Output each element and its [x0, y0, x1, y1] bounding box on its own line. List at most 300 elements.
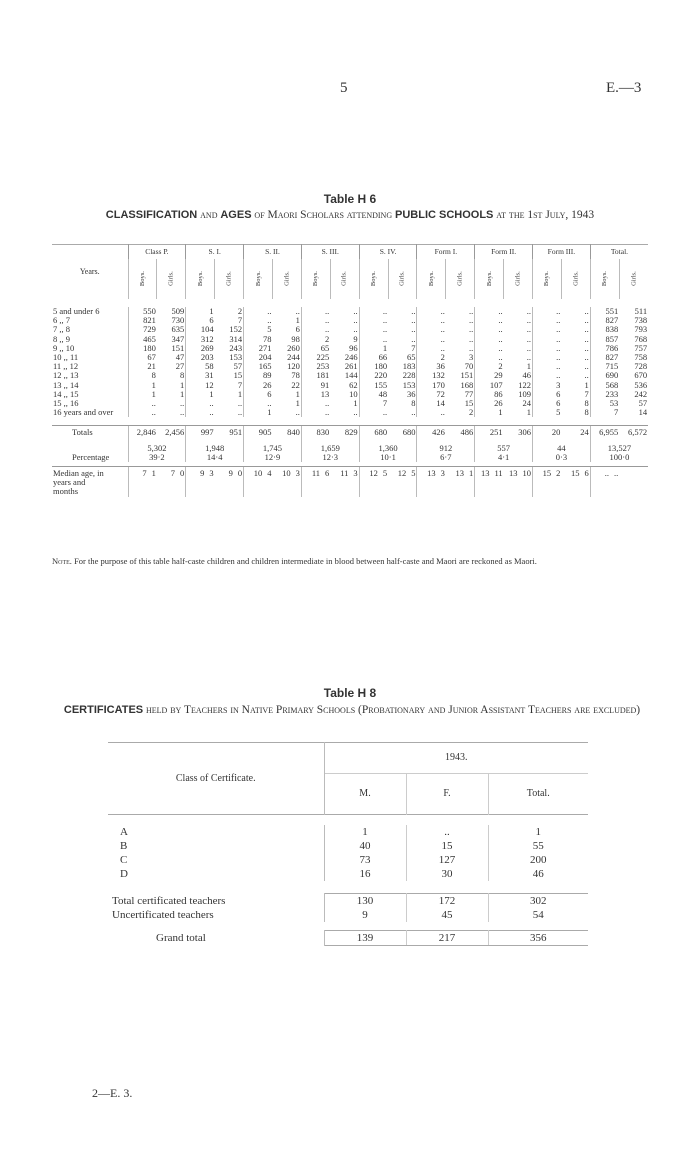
group-total-cell: 557 — [475, 438, 533, 453]
table-cell: .. — [353, 307, 358, 316]
table-cell: 8 — [128, 371, 157, 380]
row-label: Total certificated teachers — [112, 894, 226, 907]
table-cell: 70 — [464, 362, 474, 372]
median-months: 3 — [209, 468, 214, 479]
col-total: Total. — [526, 788, 550, 799]
row-label: 5 and under 6 — [53, 307, 100, 316]
group-total-cell: 44 — [533, 438, 591, 453]
subheader-label: Boys. — [485, 271, 493, 287]
table-cell: 72 — [417, 390, 446, 399]
table-cell: .. — [533, 325, 562, 334]
value-cell: 217 — [406, 931, 488, 946]
table-cell: .. — [584, 325, 589, 335]
table-cell: 62 — [349, 380, 358, 390]
median-years: 15 — [571, 468, 580, 479]
table-cell: 260 — [287, 343, 300, 353]
table-cell: 26 — [244, 381, 273, 390]
table-row — [108, 839, 588, 853]
boys-subheader — [186, 259, 215, 299]
table-cell: 67 — [128, 353, 157, 362]
table-cell: 8 — [411, 399, 416, 409]
table-cell: 204 — [244, 353, 273, 362]
row-label: 6 ,, 7 — [53, 316, 70, 326]
table-h8 — [108, 742, 588, 946]
table-h6 — [52, 244, 648, 497]
row-label: 15 ,, 16 — [53, 399, 79, 409]
table-cell: 7 — [237, 316, 243, 326]
table-cell: .. — [468, 325, 474, 335]
table-cell: 78 — [244, 335, 273, 344]
table-cell: 1 — [128, 390, 157, 399]
table-cell: .. — [584, 353, 589, 363]
table-cell: .. — [417, 307, 446, 316]
table-row — [108, 825, 588, 839]
table-cell: .. — [128, 408, 157, 417]
row-label: 13 ,, 14 — [53, 380, 79, 390]
table-cell: 53 — [590, 399, 619, 408]
table-cell: 7 — [411, 343, 416, 353]
table-row — [52, 344, 648, 353]
median-cell — [215, 467, 244, 497]
table-cell: .. — [417, 408, 446, 417]
median-months: 3 — [440, 468, 445, 479]
totals-cell: 680 — [388, 426, 417, 438]
table-cell: .. — [359, 316, 388, 325]
table-cell: 511 — [634, 307, 648, 316]
page-number: 5 — [340, 80, 348, 96]
group-header: Form I. — [417, 245, 475, 260]
median-cell — [417, 467, 446, 497]
table-cell: 181 — [301, 371, 330, 380]
value-cell: 302 — [488, 894, 588, 909]
table-cell: 1 — [526, 408, 532, 418]
table-cell: .. — [411, 307, 416, 316]
row-label: 14 ,, 15 — [53, 389, 79, 399]
table-row — [52, 316, 648, 325]
table-cell: 22 — [291, 380, 300, 390]
table-cell: 47 — [175, 353, 185, 363]
table-cell: 5 — [244, 325, 273, 334]
table-cell: 5 — [533, 408, 562, 417]
table-cell: .. — [180, 399, 185, 409]
totals-cell: 20 — [533, 426, 562, 438]
group-total-cell: 1,659 — [301, 438, 359, 453]
table-cell: 57 — [638, 399, 648, 409]
table-h8-caption — [62, 703, 642, 717]
median-months: 3 — [295, 468, 300, 479]
col-f: F. — [406, 774, 488, 815]
table-row — [108, 894, 588, 909]
subheader-label: Boys. — [601, 271, 609, 287]
table-cell: 48 — [359, 390, 388, 399]
table-cell: 15 — [233, 371, 243, 381]
median-cell — [272, 467, 301, 497]
table-cell: .. — [301, 316, 330, 325]
table-cell: 1 — [128, 381, 157, 390]
group-header: Form III. — [533, 245, 591, 260]
table-cell: .. — [475, 307, 504, 316]
totals-cell: 840 — [272, 426, 301, 438]
table-cell: .. — [468, 343, 474, 353]
group-header: Class P. — [128, 245, 186, 260]
table-row — [52, 408, 648, 417]
table-cell: 857 — [590, 335, 619, 344]
totals-label: Totals — [52, 426, 128, 438]
table-cell: .. — [295, 307, 300, 316]
table-cell: 729 — [128, 325, 157, 334]
totals-cell: 6,955 — [590, 426, 619, 438]
median-cell — [186, 467, 215, 497]
value-cell: 45 — [406, 908, 488, 922]
spacer-row — [108, 815, 588, 826]
totals-cell: 829 — [330, 426, 359, 438]
girls-subheader — [272, 259, 301, 299]
table-cell: .. — [301, 408, 330, 417]
table-cell: 155 — [359, 381, 388, 390]
table-cell: .. — [584, 362, 589, 372]
table-cell: 180 — [128, 344, 157, 353]
table-cell: .. — [526, 353, 532, 363]
page-footer: 2—E. 3. — [92, 1086, 133, 1100]
row-label: C — [120, 854, 128, 866]
table-cell: .. — [353, 325, 358, 335]
girls-subheader — [215, 259, 244, 299]
group-totals-row — [52, 438, 648, 453]
table-cell: 2 — [475, 362, 504, 371]
median-cell — [157, 467, 186, 497]
row-label-cell — [108, 853, 324, 867]
table-cell: 2 — [237, 307, 243, 316]
median-months: 6 — [584, 468, 589, 479]
median-months: 4 — [267, 468, 272, 479]
value-cell: 15 — [406, 839, 488, 853]
spacer-row — [52, 417, 648, 426]
group-header: S. IV. — [359, 245, 417, 260]
subheader-label: Boys. — [254, 271, 262, 287]
median-cell — [475, 467, 504, 497]
table-cell: 151 — [460, 371, 474, 381]
median-years: .. — [604, 468, 609, 479]
table-cell: 77 — [464, 389, 474, 399]
table-cell: 170 — [417, 381, 446, 390]
boys-subheader — [359, 259, 388, 299]
page-reference: E.—3 — [606, 80, 642, 96]
col-m: M. — [324, 774, 406, 815]
girls-subheader — [446, 259, 475, 299]
table-cell: 180 — [359, 362, 388, 371]
group-total-cell: 1,745 — [244, 438, 302, 453]
median-cell — [128, 467, 157, 497]
table-cell: 144 — [344, 371, 358, 381]
year-header: 1943. — [324, 743, 588, 774]
median-years: 7 — [142, 468, 147, 479]
table-cell: 261 — [344, 362, 358, 372]
table-cell: 1 — [526, 362, 532, 372]
table-cell: .. — [533, 307, 562, 316]
subheader-label: Girls. — [225, 271, 233, 287]
boys-subheader — [128, 259, 157, 299]
subheader-label: Girls. — [572, 271, 580, 287]
totals-cell: 426 — [417, 426, 446, 438]
table-cell: 758 — [634, 353, 648, 363]
table-row — [52, 353, 648, 362]
table-row — [108, 867, 588, 881]
table-cell: 6 — [533, 399, 562, 408]
boys-subheader — [301, 259, 330, 299]
value-cell: 46 — [532, 868, 544, 880]
table-cell: 26 — [475, 399, 504, 408]
median-months: 1 — [151, 468, 156, 479]
boys-subheader — [475, 259, 504, 299]
table-row — [52, 399, 648, 408]
table-cell: 220 — [359, 371, 388, 380]
totals-cell: 486 — [446, 426, 475, 438]
table-cell: 670 — [634, 371, 648, 381]
subheader-label: Girls. — [630, 271, 638, 287]
table-cell: .. — [533, 344, 562, 353]
table-cell: 7 — [584, 389, 589, 399]
totals-cell: 905 — [244, 426, 273, 438]
row-label-cell — [108, 894, 324, 909]
table-cell: 8 — [584, 399, 589, 409]
table-cell: 243 — [229, 343, 243, 353]
table-cell: .. — [533, 371, 562, 380]
table-cell: .. — [186, 408, 215, 417]
table-cell: 6 — [186, 316, 215, 325]
girls-subheader — [330, 259, 359, 299]
table-cell: 246 — [344, 353, 358, 363]
subheader-label: Boys. — [138, 271, 146, 287]
table-cell: 1 — [180, 389, 185, 399]
table-cell: .. — [417, 335, 446, 344]
value-cell: 55 — [532, 840, 544, 852]
table-cell: .. — [584, 316, 589, 326]
table-cell: 153 — [229, 353, 243, 363]
table-cell: 1 — [584, 380, 589, 390]
subheader-label: Boys. — [427, 271, 435, 287]
value-cell: 200 — [530, 854, 547, 866]
table-h6-note — [52, 556, 648, 566]
group-total-cell: 13,527 — [590, 438, 648, 453]
totals-cell: 2,846 — [128, 426, 157, 438]
totals-cell: 830 — [301, 426, 330, 438]
table-cell: .. — [468, 307, 474, 316]
table-cell: 6 — [244, 390, 273, 399]
table-cell: 550 — [128, 307, 157, 316]
median-months: 11 — [494, 468, 503, 479]
table-cell: 29 — [475, 371, 504, 380]
table-row — [108, 931, 588, 946]
subheader-label: Girls. — [398, 271, 406, 287]
table-cell: 1 — [186, 307, 215, 316]
table-cell: 120 — [287, 362, 300, 372]
table-cell: .. — [359, 325, 388, 334]
caption-part-3: at the 1st July, 1943 — [493, 209, 595, 221]
subheader-label: Boys. — [196, 271, 204, 287]
value-cell: 30 — [406, 867, 488, 881]
value-cell: 1 — [324, 825, 406, 839]
table-cell: 1 — [237, 389, 243, 399]
value-cell: 139 — [324, 931, 406, 946]
median-months: 0 — [180, 468, 185, 479]
subheader-label: Boys. — [312, 271, 320, 287]
table-cell: .. — [359, 307, 388, 316]
subheader-label: Girls. — [167, 271, 175, 287]
percentage-cell: 39·2 — [128, 453, 186, 462]
median-years: 13 — [427, 468, 436, 479]
table-cell: 7 — [237, 380, 243, 390]
table-cell: 65 — [301, 344, 330, 353]
girls-subheader — [619, 259, 648, 299]
table-h6-caption — [50, 208, 650, 222]
table-cell: .. — [244, 316, 273, 325]
table-cell: 690 — [590, 371, 619, 380]
table-cell: 1 — [295, 389, 300, 399]
table-row — [52, 371, 648, 380]
note-lead: Note. — [52, 556, 72, 566]
median-cell — [244, 467, 273, 497]
caption-bold-3: PUBLIC SCHOOLS — [395, 209, 494, 221]
median-years: 7 — [170, 468, 176, 479]
table-cell: 1 — [180, 380, 185, 390]
caption-text: held by Teachers in Native Primary Schools (Probationary and Junior Assistant Teachers are excluded) — [143, 704, 641, 716]
table-cell: 14 — [638, 408, 648, 418]
table-cell: .. — [584, 307, 589, 316]
row-label: 10 ,, 11 — [53, 353, 79, 363]
table-cell: 1 — [295, 399, 300, 409]
caption-part-2: of Maori Scholars attending — [251, 209, 395, 221]
table-cell: 1 — [475, 408, 504, 417]
table-row — [52, 325, 648, 334]
table-cell: 465 — [128, 335, 157, 344]
table-cell: .. — [475, 353, 504, 362]
table-cell: .. — [526, 307, 532, 316]
row-label: 9 ,, 10 — [53, 343, 75, 353]
subheader-label: Girls. — [456, 271, 464, 287]
table-cell: 3 — [533, 381, 562, 390]
table-cell: 730 — [171, 316, 185, 326]
percentage-cell: 4·1 — [475, 453, 533, 462]
value-cell: 9 — [324, 908, 406, 922]
median-years: 10 — [253, 468, 263, 479]
row-label: Grand total — [156, 932, 206, 944]
row-label: 7 ,, 8 — [53, 325, 70, 335]
median-years: 10 — [282, 468, 291, 479]
table-cell: 57 — [233, 362, 243, 372]
table-row — [52, 381, 648, 390]
table-cell: 827 — [590, 316, 619, 325]
table-cell: 536 — [634, 380, 648, 390]
table-cell: 91 — [301, 381, 330, 390]
table-cell: 728 — [634, 362, 648, 372]
table-cell: 1 — [359, 344, 388, 353]
group-header: S. I. — [186, 245, 244, 260]
median-cell — [330, 467, 359, 497]
percentage-row — [52, 453, 648, 462]
table-cell: 8 — [180, 371, 185, 381]
totals-row — [52, 426, 648, 438]
class-header: Class of Certificate. — [108, 743, 324, 815]
table-cell: 551 — [590, 307, 619, 316]
median-years: 13 — [509, 468, 518, 479]
table-cell: 89 — [244, 371, 273, 380]
median-months: 10 — [522, 468, 532, 479]
median-cell — [359, 467, 388, 497]
table-cell: 1 — [186, 390, 215, 399]
table-cell: 242 — [634, 389, 648, 399]
spacer-row — [108, 881, 588, 894]
table-cell: .. — [533, 353, 562, 362]
table-cell: .. — [533, 316, 562, 325]
table-cell: .. — [237, 408, 243, 418]
table-cell: 2 — [468, 408, 474, 418]
median-months: 2 — [556, 468, 561, 479]
table-cell: 107 — [475, 381, 504, 390]
group-total-cell: 1,948 — [186, 438, 244, 453]
girls-subheader — [157, 259, 186, 299]
table-cell: 509 — [171, 307, 185, 316]
table-cell: 821 — [128, 316, 157, 325]
table-cell: 27 — [175, 362, 185, 372]
median-months: 3 — [353, 468, 358, 479]
value-cell: .. — [406, 825, 488, 839]
table-cell: 36 — [417, 362, 446, 371]
table-cell: .. — [301, 307, 330, 316]
table-row — [52, 390, 648, 399]
table-cell: 7 — [359, 399, 388, 408]
table-cell: 21 — [128, 362, 157, 371]
table-cell: .. — [353, 408, 358, 418]
row-label: 16 years and over — [53, 408, 114, 418]
table-cell: .. — [468, 334, 474, 344]
table-cell: .. — [295, 408, 300, 418]
median-label-line: Median age, in — [53, 468, 104, 479]
table-cell: 738 — [634, 316, 648, 326]
table-cell: .. — [526, 316, 532, 326]
table-cell: .. — [526, 334, 532, 344]
table-cell: .. — [475, 344, 504, 353]
boys-subheader — [590, 259, 619, 299]
table-cell: 1 — [353, 399, 358, 409]
row-label-cell — [108, 908, 324, 922]
row-label: 11 ,, 12 — [53, 362, 79, 372]
median-months: 5 — [411, 468, 416, 479]
table-cell: 635 — [171, 325, 185, 335]
girls-subheader — [504, 259, 533, 299]
table-cell: .. — [353, 316, 358, 326]
median-cell — [446, 467, 475, 497]
table-cell: 122 — [518, 380, 532, 390]
note-text: For the purpose of this table half-caste children and children intermediate in blood between half-caste and Maori are reckoned as Maori. — [71, 556, 537, 566]
table-cell: .. — [244, 399, 273, 408]
value-cell: 172 — [406, 894, 488, 909]
table-cell: 827 — [590, 353, 619, 362]
value-cell: 54 — [532, 909, 544, 921]
table-cell: .. — [301, 325, 330, 334]
table-cell: .. — [584, 334, 589, 344]
table-cell: 153 — [402, 380, 416, 390]
table-cell: 151 — [171, 343, 185, 353]
table-cell: 2 — [301, 335, 330, 344]
median-years: 12 — [397, 468, 407, 479]
row-label-cell — [108, 839, 324, 853]
table-cell: .. — [411, 334, 416, 344]
totals-cell: 951 — [215, 426, 244, 438]
years-header: Years. — [79, 267, 100, 277]
table-cell: 768 — [634, 334, 648, 344]
group-header: S. III. — [301, 245, 359, 260]
row-label: Uncertificated teachers — [112, 909, 214, 921]
